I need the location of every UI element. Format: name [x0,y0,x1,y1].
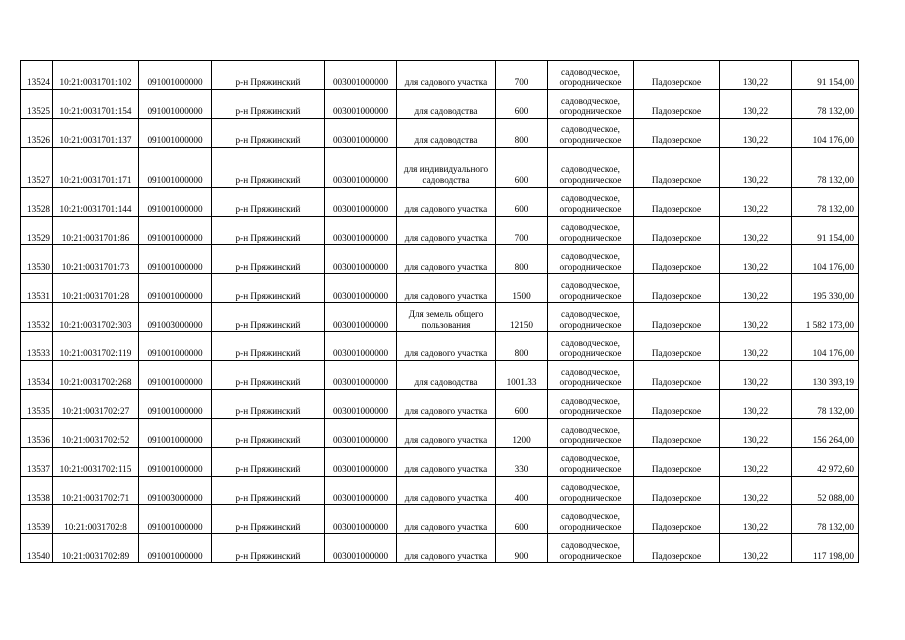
okato-code: 091001000000 [139,534,212,563]
district: р-н Пряжинский [212,147,325,187]
land-category: садоводческое, огородническое [548,61,634,90]
permitted-use: для садового участка [397,534,496,563]
permitted-use: для садового участка [397,216,496,245]
specific-value: 130,22 [720,118,792,147]
cadastral-value: 42 972,60 [792,447,859,476]
district: р-н Пряжинский [212,89,325,118]
area: 800 [496,332,548,361]
land-parcels-table [20,60,859,563]
table-row [21,534,859,563]
permitted-use: для садового участка [397,274,496,303]
settlement: Падозерское [634,505,720,534]
cadastral-value: 156 264,00 [792,418,859,447]
row-number: 13528 [21,187,53,216]
table-row [21,89,859,118]
specific-value: 130,22 [720,476,792,505]
cadastral-number: 10:21:0031702:303 [53,303,139,332]
cadastral-number: 10:21:0031701:73 [53,245,139,274]
table-row [21,274,859,303]
row-number: 13539 [21,505,53,534]
oktmo-code: 003001000000 [325,418,397,447]
land-category: садоводческое, огородническое [548,303,634,332]
okato-code: 091001000000 [139,447,212,476]
permitted-use: для садового участка [397,245,496,274]
row-number: 13540 [21,534,53,563]
district: р-н Пряжинский [212,505,325,534]
settlement: Падозерское [634,447,720,476]
area: 800 [496,245,548,274]
specific-value: 130,22 [720,505,792,534]
oktmo-code: 003001000000 [325,505,397,534]
district: р-н Пряжинский [212,303,325,332]
district: р-н Пряжинский [212,418,325,447]
oktmo-code: 003001000000 [325,245,397,274]
cadastral-value: 91 154,00 [792,61,859,90]
settlement: Падозерское [634,534,720,563]
land-category: садоводческое, огородническое [548,418,634,447]
land-category: садоводческое, огородническое [548,534,634,563]
cadastral-number: 10:21:0031702:52 [53,418,139,447]
row-number: 13534 [21,361,53,390]
cadastral-number: 10:21:0031702:119 [53,332,139,361]
cadastral-number: 10:21:0031702:71 [53,476,139,505]
area: 400 [496,476,548,505]
oktmo-code: 003001000000 [325,332,397,361]
cadastral-number: 10:21:0031702:89 [53,534,139,563]
settlement: Падозерское [634,332,720,361]
specific-value: 130,22 [720,61,792,90]
permitted-use: для садового участка [397,187,496,216]
settlement: Падозерское [634,61,720,90]
okato-code: 091001000000 [139,505,212,534]
oktmo-code: 003001000000 [325,274,397,303]
settlement: Падозерское [634,476,720,505]
district: р-н Пряжинский [212,187,325,216]
oktmo-code: 003001000000 [325,361,397,390]
okato-code: 091003000000 [139,303,212,332]
table-row [21,61,859,90]
okato-code: 091001000000 [139,147,212,187]
table-row [21,505,859,534]
cadastral-value: 104 176,00 [792,332,859,361]
permitted-use: для садового участка [397,418,496,447]
cadastral-value: 1 582 173,00 [792,303,859,332]
row-number: 13529 [21,216,53,245]
cadastral-number: 10:21:0031701:86 [53,216,139,245]
area: 1001.33 [496,361,548,390]
area: 330 [496,447,548,476]
district: р-н Пряжинский [212,118,325,147]
cadastral-value: 104 176,00 [792,118,859,147]
specific-value: 130,22 [720,187,792,216]
okato-code: 091001000000 [139,89,212,118]
cadastral-value: 104 176,00 [792,245,859,274]
area: 600 [496,147,548,187]
table-row [21,447,859,476]
district: р-н Пряжинский [212,61,325,90]
land-category: садоводческое, огородническое [548,245,634,274]
specific-value: 130,22 [720,447,792,476]
settlement: Падозерское [634,187,720,216]
oktmo-code: 003001000000 [325,118,397,147]
oktmo-code: 003001000000 [325,389,397,418]
permitted-use: для садового участка [397,389,496,418]
land-category: садоводческое, огородническое [548,361,634,390]
row-number: 13536 [21,418,53,447]
permitted-use: для садового участка [397,505,496,534]
specific-value: 130,22 [720,274,792,303]
oktmo-code: 003001000000 [325,147,397,187]
district: р-н Пряжинский [212,447,325,476]
table-row [21,147,859,187]
settlement: Падозерское [634,303,720,332]
specific-value: 130,22 [720,332,792,361]
row-number: 13532 [21,303,53,332]
settlement: Падозерское [634,361,720,390]
permitted-use: для садоводства [397,118,496,147]
district: р-н Пряжинский [212,245,325,274]
cadastral-number: 10:21:0031702:115 [53,447,139,476]
row-number: 13533 [21,332,53,361]
cadastral-number: 10:21:0031702:268 [53,361,139,390]
land-category: садоводческое, огородническое [548,216,634,245]
cadastral-number: 10:21:0031702:8 [53,505,139,534]
land-category: садоводческое, огородническое [548,274,634,303]
land-category: садоводческое, огородническое [548,447,634,476]
oktmo-code: 003001000000 [325,534,397,563]
row-number: 13524 [21,61,53,90]
table-row [21,216,859,245]
settlement: Падозерское [634,118,720,147]
permitted-use: Для земель общего пользования [397,303,496,332]
permitted-use: для индивидуального садоводства [397,147,496,187]
table-row [21,332,859,361]
oktmo-code: 003001000000 [325,187,397,216]
specific-value: 130,22 [720,89,792,118]
district: р-н Пряжинский [212,274,325,303]
land-category: садоводческое, огородническое [548,389,634,418]
permitted-use: для садового участка [397,476,496,505]
okato-code: 091001000000 [139,361,212,390]
permitted-use: для садового участка [397,447,496,476]
settlement: Падозерское [634,89,720,118]
row-number: 13530 [21,245,53,274]
permitted-use: для садоводства [397,89,496,118]
row-number: 13538 [21,476,53,505]
area: 900 [496,534,548,563]
row-number: 13537 [21,447,53,476]
settlement: Падозерское [634,216,720,245]
cadastral-value: 78 132,00 [792,89,859,118]
district: р-н Пряжинский [212,476,325,505]
cadastral-value: 91 154,00 [792,216,859,245]
land-category: садоводческое, огородническое [548,332,634,361]
table-row [21,245,859,274]
cadastral-value: 195 330,00 [792,274,859,303]
cadastral-value: 130 393,19 [792,361,859,390]
cadastral-value: 78 132,00 [792,187,859,216]
settlement: Падозерское [634,274,720,303]
table-row [21,389,859,418]
okato-code: 091001000000 [139,216,212,245]
specific-value: 130,22 [720,303,792,332]
area: 600 [496,89,548,118]
table-row [21,187,859,216]
permitted-use: для садового участка [397,61,496,90]
area: 600 [496,389,548,418]
table-body [21,61,859,563]
okato-code: 091001000000 [139,389,212,418]
district: р-н Пряжинский [212,534,325,563]
area: 700 [496,216,548,245]
specific-value: 130,22 [720,389,792,418]
cadastral-number: 10:21:0031701:144 [53,187,139,216]
cadastral-number: 10:21:0031701:137 [53,118,139,147]
land-category: садоводческое, огородническое [548,89,634,118]
land-category: садоводческое, огородническое [548,118,634,147]
area: 600 [496,505,548,534]
cadastral-value: 78 132,00 [792,147,859,187]
oktmo-code: 003001000000 [325,61,397,90]
cadastral-number: 10:21:0031701:102 [53,61,139,90]
land-category: садоводческое, огородническое [548,187,634,216]
area: 600 [496,187,548,216]
settlement: Падозерское [634,147,720,187]
oktmo-code: 003001000000 [325,476,397,505]
area: 1500 [496,274,548,303]
specific-value: 130,22 [720,534,792,563]
okato-code: 091003000000 [139,476,212,505]
district: р-н Пряжинский [212,389,325,418]
row-number: 13525 [21,89,53,118]
area: 12150 [496,303,548,332]
cadastral-value: 78 132,00 [792,505,859,534]
okato-code: 091001000000 [139,418,212,447]
land-category: садоводческое, огородническое [548,147,634,187]
land-category: садоводческое, огородническое [548,505,634,534]
specific-value: 130,22 [720,216,792,245]
district: р-н Пряжинский [212,332,325,361]
row-number: 13527 [21,147,53,187]
table-row [21,118,859,147]
settlement: Падозерское [634,389,720,418]
cadastral-value: 117 198,00 [792,534,859,563]
oktmo-code: 003001000000 [325,303,397,332]
table-row [21,418,859,447]
cadastral-number: 10:21:0031701:171 [53,147,139,187]
area: 800 [496,118,548,147]
oktmo-code: 003001000000 [325,216,397,245]
cadastral-number: 10:21:0031701:154 [53,89,139,118]
oktmo-code: 003001000000 [325,447,397,476]
oktmo-code: 003001000000 [325,89,397,118]
district: р-н Пряжинский [212,361,325,390]
settlement: Падозерское [634,418,720,447]
specific-value: 130,22 [720,361,792,390]
okato-code: 091001000000 [139,245,212,274]
land-category: садоводческое, огородническое [548,476,634,505]
area: 1200 [496,418,548,447]
okato-code: 091001000000 [139,332,212,361]
table-row [21,303,859,332]
okato-code: 091001000000 [139,187,212,216]
row-number: 13526 [21,118,53,147]
table-row [21,476,859,505]
cadastral-value: 52 088,00 [792,476,859,505]
permitted-use: для садового участка [397,332,496,361]
area: 700 [496,61,548,90]
settlement: Падозерское [634,245,720,274]
row-number: 13531 [21,274,53,303]
district: р-н Пряжинский [212,216,325,245]
cadastral-value: 78 132,00 [792,389,859,418]
permitted-use: для садоводства [397,361,496,390]
table-row [21,361,859,390]
cadastral-number: 10:21:0031701:28 [53,274,139,303]
specific-value: 130,22 [720,147,792,187]
row-number: 13535 [21,389,53,418]
specific-value: 130,22 [720,245,792,274]
cadastral-number: 10:21:0031702:27 [53,389,139,418]
okato-code: 091001000000 [139,274,212,303]
okato-code: 091001000000 [139,118,212,147]
specific-value: 130,22 [720,418,792,447]
okato-code: 091001000000 [139,61,212,90]
